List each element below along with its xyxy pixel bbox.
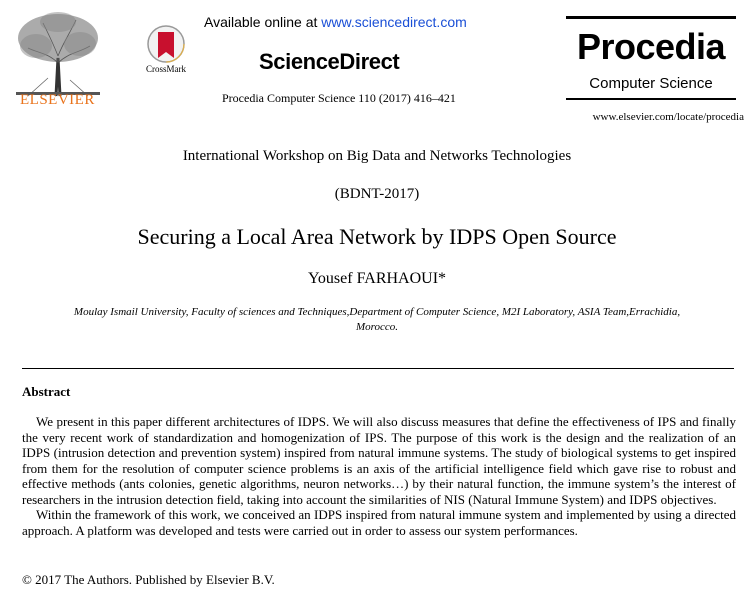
workshop-abbreviation: (BDNT-2017) bbox=[334, 186, 420, 202]
journal-url[interactable]: www.elsevier.com/locate/procedia bbox=[592, 111, 744, 123]
journal-title: Procedia bbox=[576, 26, 726, 67]
copyright-notice: © 2017 The Authors. Published by Elsevier B.V. bbox=[22, 572, 275, 587]
paper-author: Yousef FARHAOUI* bbox=[307, 270, 447, 287]
abstract-paragraph-1: We present in this paper different architectures of IDPS. We will also discuss measures that define the effectiveness of IPS and finally the very recent work of standardization and homogenization of IPS. The purpose of this work is the design and the realization of an IDPS (intrusion detection and prevention system) inspired from natural immune systems. The study of biological systems to get inspired from them for the resolution of computer science problems is an axis of the artificial intelligence field which gave rise to robust and effective methods (ants colonies, genetic algorithms, neuron networks…) by their natural function, the immune system’s the interest of researchers in the intrusion detection field, taking into account the similarities of NIS (Natural Immune System) and IDPS objectives. bbox=[22, 414, 736, 507]
section-divider bbox=[22, 368, 734, 369]
abstract-paragraph-2: Within the framework of this work, we conceived an IDPS inspired from natural immune system and implemented by using a directed approach. A platform was developed and tests were carried out in order to assess our system performances. bbox=[22, 507, 736, 538]
abstract-body bbox=[22, 414, 736, 538]
journal-subtitle: Computer Science bbox=[589, 75, 713, 92]
sciencedirect-brand: ScienceDirect bbox=[259, 49, 400, 74]
affiliation-line-1: Moulay Ismail University, Faculty of sciences and Techniques,Department of Computer Science, M2I Laboratory, ASIA Team,Errachidia, bbox=[73, 306, 681, 318]
abstract-heading: Abstract bbox=[22, 384, 71, 399]
elsevier-wordmark: ELSEVIER bbox=[20, 92, 95, 108]
paper-title: Securing a Local Area Network by IDPS Open Source bbox=[137, 224, 617, 249]
affiliation-line-2: Morocco. bbox=[355, 321, 399, 333]
crossmark-label: CrossMark bbox=[146, 64, 186, 74]
workshop-name: International Workshop on Big Data and Networks Technologies bbox=[182, 148, 572, 164]
journal-citation: Procedia Computer Science 110 (2017) 416–421 bbox=[222, 91, 456, 105]
author-affiliation bbox=[30, 305, 724, 335]
sciencedirect-link[interactable]: www.sciencedirect.com bbox=[321, 14, 467, 30]
availability-prefix: Available online at bbox=[204, 14, 322, 30]
availability-line bbox=[204, 14, 467, 30]
